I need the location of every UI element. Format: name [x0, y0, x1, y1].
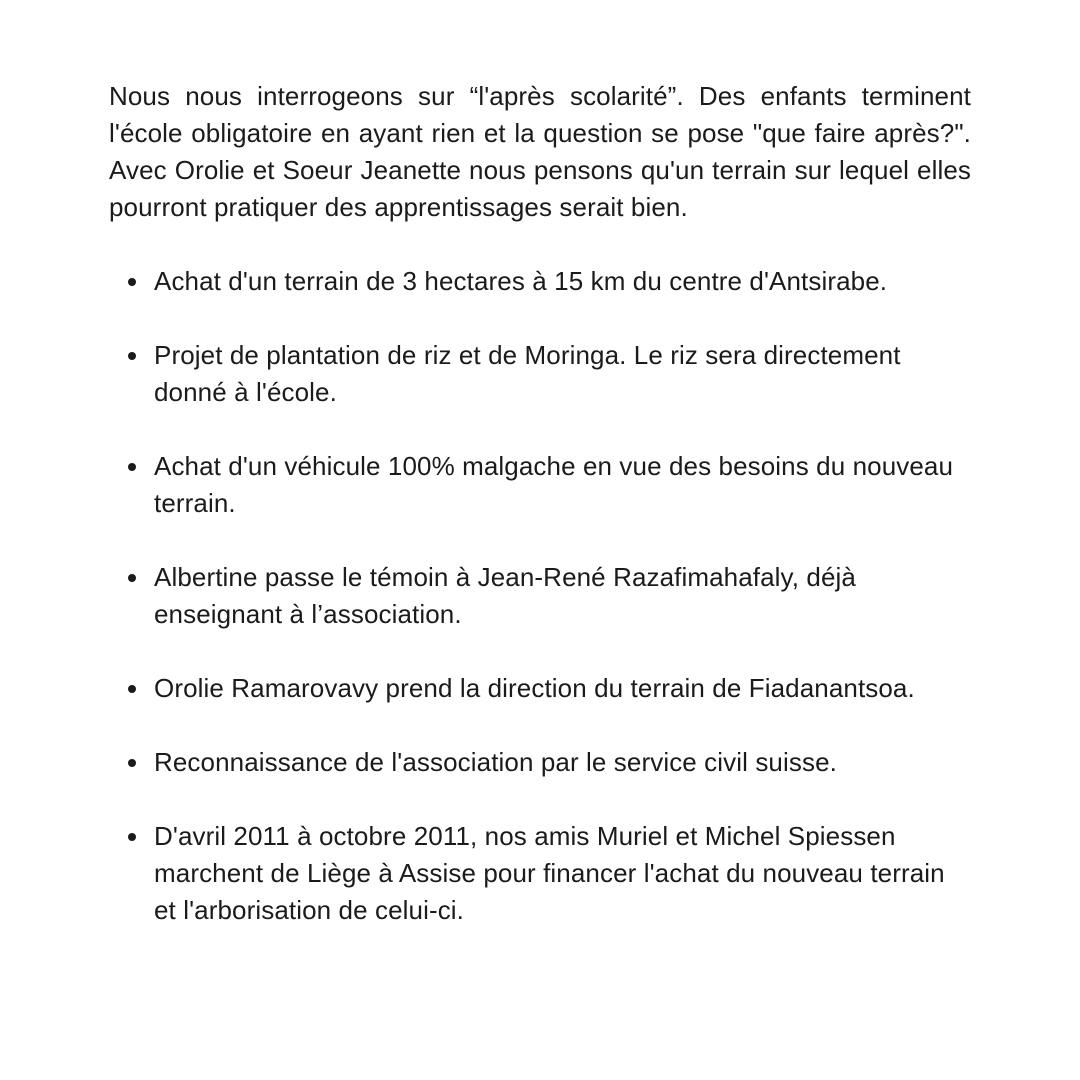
bullet-icon	[128, 463, 136, 471]
bullet-icon	[128, 352, 136, 360]
list-item-text: Projet de plantation de riz et de Moringa. Le riz sera directement donné à l'école.	[154, 340, 901, 407]
bullet-icon	[128, 278, 136, 286]
event-list	[109, 263, 971, 929]
list-item	[109, 448, 971, 522]
list-item	[109, 263, 971, 300]
bullet-icon	[128, 759, 136, 767]
list-item-text: Orolie Ramarovavy prend la direction du terrain de Fiadanantsoa.	[154, 673, 915, 703]
intro-paragraph: Nous nous interrogeons sur “l'après scolarité”. Des enfants terminent l'école obligatoire en ayant rien et la question se pose "que faire après?". Avec Orolie et Soeur Jeanette nous pensons qu'un terrain sur lequel elles pourront pratiquer des apprentissages serait bien.	[109, 81, 971, 222]
bullet-icon	[128, 833, 136, 841]
list-item	[109, 744, 971, 781]
document-content	[109, 78, 971, 929]
list-item-text: Albertine passe le témoin à Jean-René Razafimahafaly, déjà enseignant à l’association.	[154, 562, 856, 629]
list-item	[109, 559, 971, 633]
list-item-text: Achat d'un véhicule 100% malgache en vue des besoins du nouveau terrain.	[154, 451, 954, 518]
bullet-icon	[128, 685, 136, 693]
list-item-text: Achat d'un terrain de 3 hectares à 15 km du centre d'Antsirabe.	[154, 266, 888, 296]
list-item	[109, 818, 971, 929]
list-item	[109, 670, 971, 707]
list-item	[109, 337, 971, 411]
list-item-text: Reconnaissance de l'association par le service civil suisse.	[154, 747, 837, 777]
list-item-text: D'avril 2011 à octobre 2011, nos amis Muriel et Michel Spiessen marchent de Liège à Assise pour financer l'achat du nouveau terrain et l'arborisation de celui-ci.	[154, 821, 945, 925]
bullet-icon	[128, 574, 136, 582]
